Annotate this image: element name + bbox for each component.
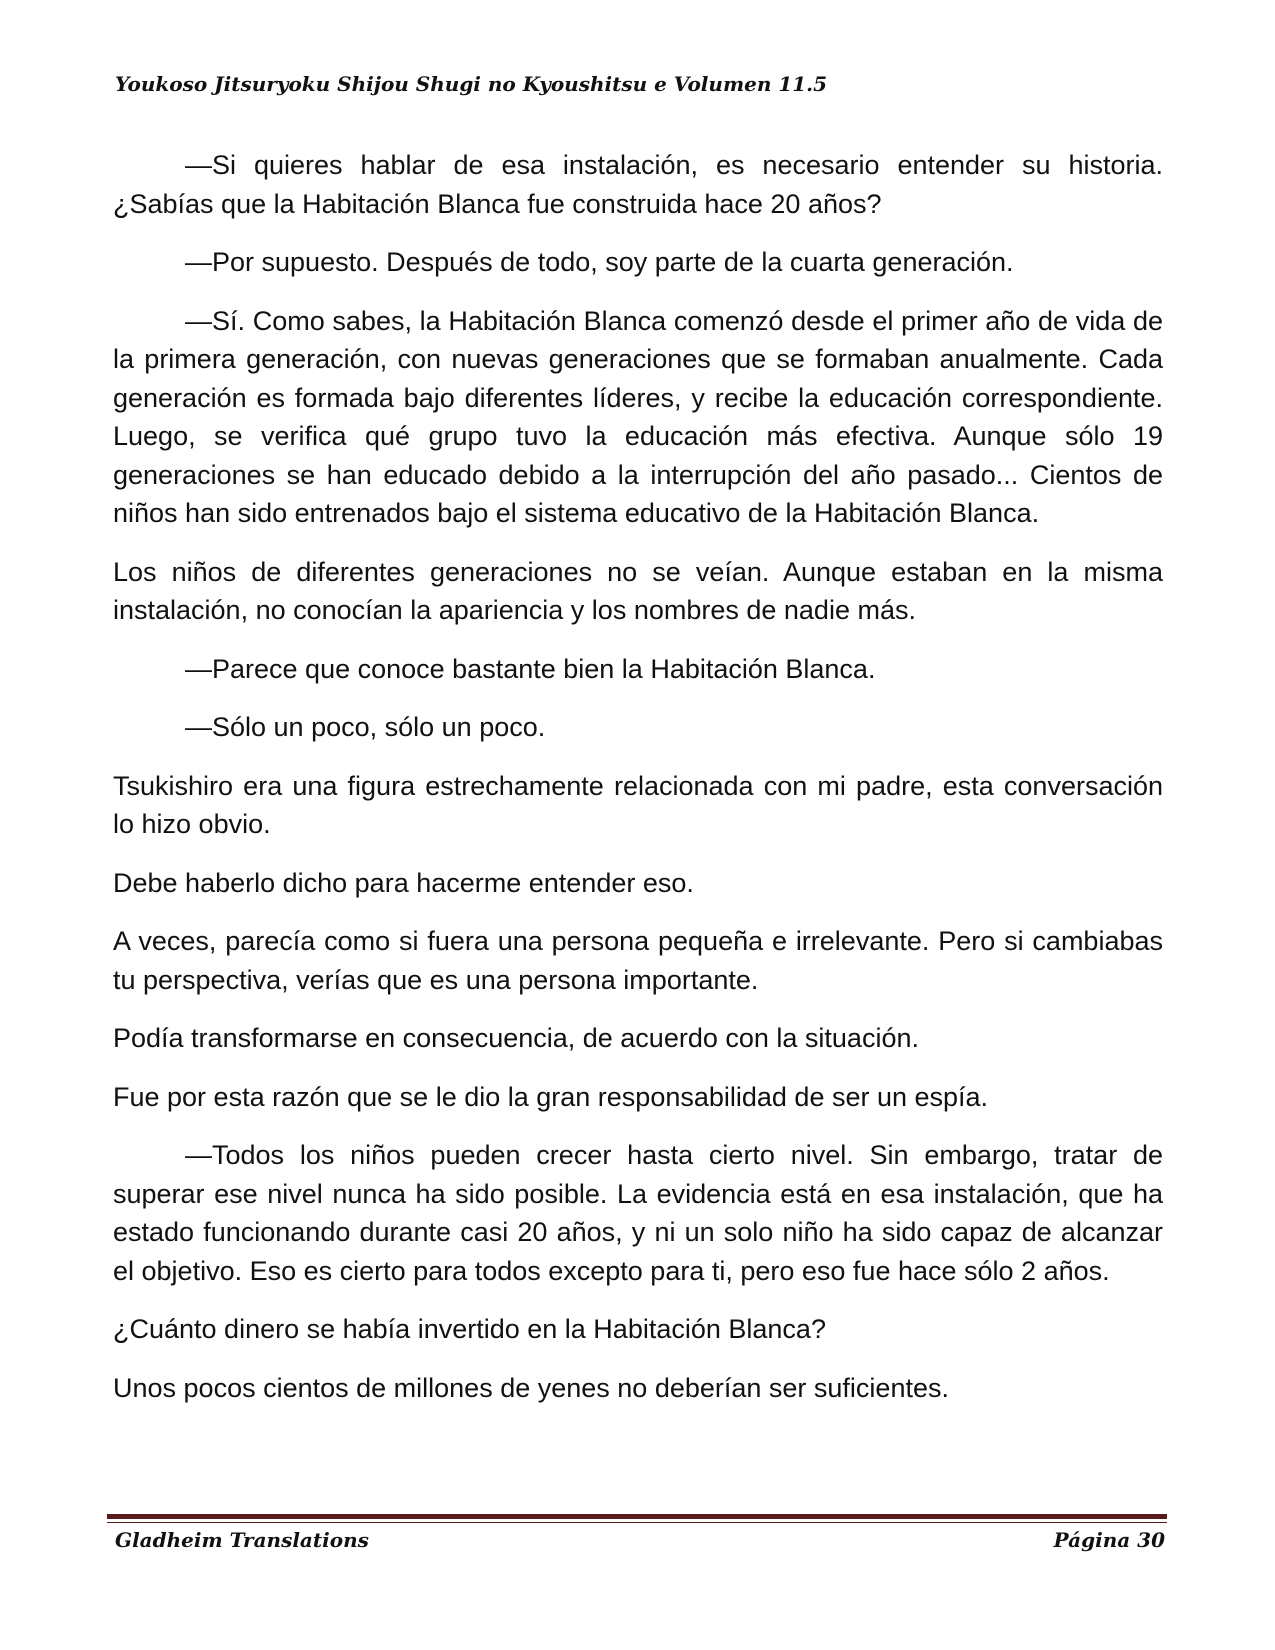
paragraph: Fue por esta razón que se le dio la gran responsabilidad de ser un espía. [113, 1081, 989, 1112]
paragraph: Debe haberlo dicho para hacerme entender eso. [113, 867, 694, 898]
document-body [113, 146, 1163, 1427]
paragraph: —Sí. Como sabes, la Habitación Blanca comenzó desde el primer año de vida de la primera generación, con nuevas generaciones que se formaban anualmente. Cada generación es formada bajo diferentes líderes, y recibe la educación correspondiente. Luego, se verifica qué grupo tuvo la educación más efectiva. Aunque sólo 19 generaciones se han educado debido a la interrupción del año pasado... Cientos de niños han sido entrenados bajo el sistema educativo de la Habitación Blanca. [113, 305, 1163, 528]
footer-divider-thick [107, 1514, 1167, 1519]
paragraph: —Si quieres hablar de esa instalación, es necesario entender su historia. ¿Sabías que la Habitación Blanca fue construida hace 20 años? [113, 150, 1163, 219]
paragraph: —Parece que conoce bastante bien la Habitación Blanca. [185, 653, 876, 684]
paragraph: Tsukishiro era una figura estrechamente relacionada con mi padre, esta conversación lo hizo obvio. [113, 770, 1163, 839]
paragraph: Unos pocos cientos de millones de yenes no deberían ser suficientes. [113, 1372, 949, 1403]
paragraph: —Sólo un poco, sólo un poco. [185, 712, 546, 742]
footer-divider-thin [107, 1522, 1167, 1523]
page-number: Página 30 [1053, 1528, 1165, 1552]
page-header-title: Youkoso Jitsuryoku Shijou Shugi no Kyoushitsu e Volumen 11.5 [115, 72, 828, 96]
paragraph: A veces, parecía como si fuera una persona pequeña e irrelevante. Pero si cambiabas tu perspectiva, verías que es una persona importante. [113, 926, 1163, 995]
paragraph: Los niños de diferentes generaciones no se veían. Aunque estaban en la misma instalación, no conocían la apariencia y los nombres de nadie más. [113, 556, 1163, 625]
paragraph: Podía transformarse en consecuencia, de acuerdo con la situación. [113, 1023, 919, 1053]
paragraph: ¿Cuánto dinero se había invertido en la Habitación Blanca? [113, 1314, 826, 1344]
footer-credit: Gladheim Translations [115, 1528, 369, 1552]
paragraph: —Por supuesto. Después de todo, soy parte de la cuarta generación. [185, 247, 1014, 277]
paragraph: —Todos los niños pueden crecer hasta cierto nivel. Sin embargo, tratar de superar ese nivel nunca ha sido posible. La evidencia está en esa instalación, que ha estado funcionando durante casi 20 años, y ni un solo niño ha sido capaz de alcanzar el objetivo. Eso es cierto para todos excepto para ti, pero eso fue hace sólo 2 años. [113, 1140, 1163, 1286]
